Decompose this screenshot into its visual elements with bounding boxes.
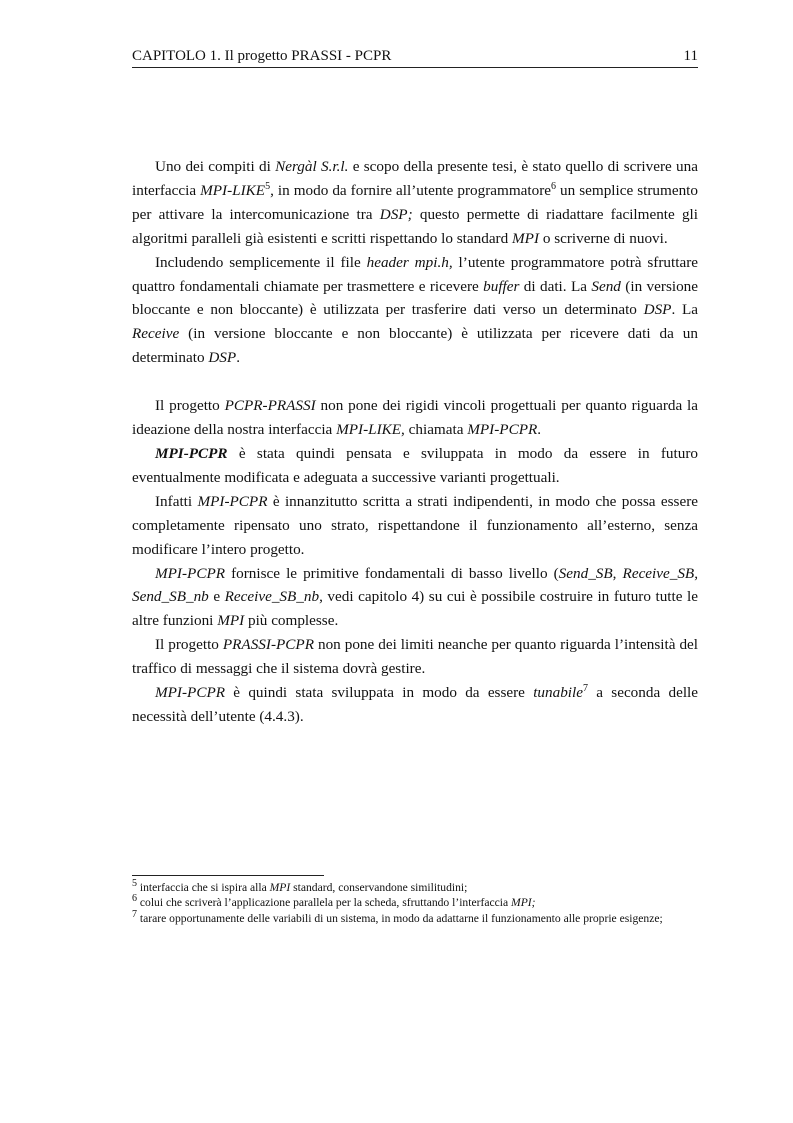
running-header xyxy=(132,48,698,65)
footnote-5: $^5$ interfaccia che si ispira alla MPI standard, conservandone similitudini; xyxy=(132,878,468,894)
paragraph-5: Infatti MPI-PCPR è innanzitutto scritta a strati indipendenti, in modo che possa essere completamente ripensato uno strato, rispettandone il funzionamento all’esterno, senza modificare l’intero progetto. xyxy=(132,492,698,558)
paragraph-8: MPI-PCPR è quindi stata sviluppata in modo da essere tunabile$^7$ a seconda delle necessità dell’utente (4.4.3). xyxy=(132,682,698,725)
paragraph-6: MPI-PCPR fornisce le primitive fondamentali di basso livello (Send_SB, Receive_SB, Send_SB_nb e Receive_SB_nb, vedi capitolo 4) su cui è possibile costruire in futuro tutte le altre funzioni MPI più complesse. xyxy=(132,564,699,630)
paragraph-2: Includendo semplicemente il file header mpi.h, l’utente programmatore potrà sfruttare quattro fondamentali chiamate per trasmettere e ricevere buffer di dati. La Send (in versione bloccante e non bloccante) è utilizzata per trasferire dati verso un determinato DSP. La Receive (in versione bloccante e non bloccante) è utilizzata per ricevere dati da un determinato DSP. xyxy=(132,253,698,367)
body-text xyxy=(132,155,698,729)
footnote-6: $^6$ colui che scriverà l’applicazione parallela per la scheda, sfruttando l’interfaccia MPI; xyxy=(132,893,536,910)
footnotes xyxy=(132,880,698,926)
chapter-title: CAPITOLO 1. Il progetto PRASSI - PCPR xyxy=(132,48,392,64)
footnote-separator xyxy=(132,875,324,876)
footnote-ref-6[interactable]: 6 xyxy=(551,180,557,192)
paragraph-7: Il progetto PRASSI-PCPR non pone dei limiti neanche per quanto riguarda l’intensità del traffico di messaggi che il sistema dovrà gestire. xyxy=(132,636,698,678)
footnote-ref-7[interactable]: 7 xyxy=(582,682,588,694)
paragraph-1: Uno dei compiti di Nergàl S.r.l. e scopo della presente tesi, è stato quello di scrivere una interfaccia MPI-LIKE$^5$, in modo da fornire all’utente programmatore$^6$ un semplice strumento per attivare la intercomunicazione tra DSP; questo permette di riadattare facilmente gli algoritmi paralleli già esistenti e scritti rispettando lo standard MPI o scriverne di nuovi. xyxy=(132,158,698,247)
paragraph-3: Il progetto PCPR-PRASSI non pone dei rigidi vincoli progettuali per quanto riguarda la ideazione della nostra interfaccia MPI-LIKE, chiamata MPI-PCPR. xyxy=(132,397,699,439)
page-number: 11 xyxy=(683,48,698,64)
footnote-ref-5[interactable]: 5 xyxy=(265,180,271,192)
footnote-7: $^7$ tarare opportunamente delle variabili di un sistema, in modo da adattarne il funzionamento alle proprie esigenze; xyxy=(132,908,663,925)
paragraph-4: MPI-PCPR è stata quindi pensata e sviluppata in modo da essere in futuro eventualmente modificata e adeguata a successive varianti progettuali. xyxy=(132,444,698,486)
header-rule xyxy=(132,67,698,68)
